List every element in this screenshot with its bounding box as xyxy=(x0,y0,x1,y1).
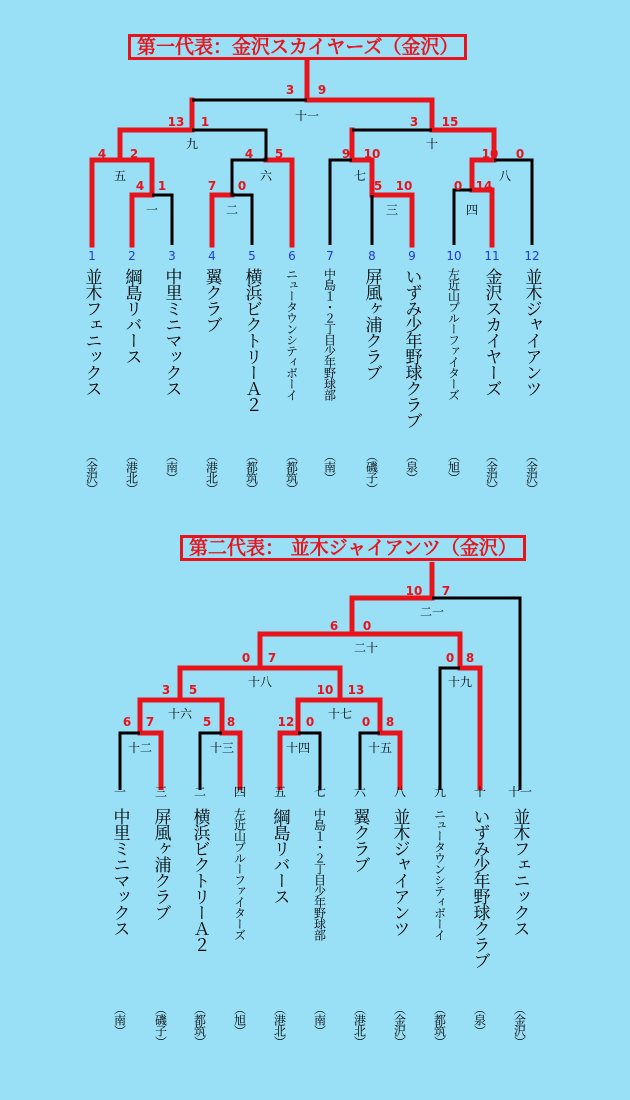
team-region: （南） xyxy=(312,1003,327,1036)
score-right: 5 xyxy=(188,683,198,697)
team-name: いずみ少年野球クラブ xyxy=(469,808,490,968)
match-number: 十 xyxy=(425,137,439,151)
score-right: 0 xyxy=(305,715,315,729)
team-region: （旭） xyxy=(446,450,461,483)
score-left: 3 xyxy=(409,115,419,129)
team-name: 屏風ヶ浦クラブ xyxy=(150,808,171,920)
seed-number: 5 xyxy=(248,249,256,263)
score-right: 1 xyxy=(157,179,167,193)
team-region: （金沢） xyxy=(484,450,499,494)
score-left: 10 xyxy=(481,147,499,161)
score-right: 7 xyxy=(441,584,451,598)
team-name: 中島１・２丁目少年野球部 xyxy=(312,808,327,940)
team-name: 綱島リバース xyxy=(269,808,290,904)
team-name: 中里ミニマックス xyxy=(161,268,182,396)
match-number: 八 xyxy=(498,169,512,183)
score-right: 5 xyxy=(274,147,284,161)
team-name: 並木ジャイアンツ xyxy=(521,268,542,396)
match-number: 十七 xyxy=(327,707,353,721)
team-name: 翼クラブ xyxy=(201,268,222,332)
score-right: 7 xyxy=(267,651,277,665)
score-left: 13 xyxy=(167,115,185,129)
seed-number: 3 xyxy=(168,249,176,263)
team-name: 横浜ビクトリーＡ２ xyxy=(189,808,210,952)
score-left: 5 xyxy=(373,179,383,193)
match-number: 六 xyxy=(259,169,273,183)
team-region: （金沢） xyxy=(84,450,99,494)
seed-number: 8 xyxy=(368,249,376,263)
slot-number: 四 xyxy=(233,785,247,799)
score-left: 6 xyxy=(329,619,339,633)
team-name: 並木ジャイアンツ xyxy=(389,808,410,936)
team-name: ニュータウンシティボーイ xyxy=(432,808,447,940)
score-right: 13 xyxy=(347,683,365,697)
team-region: （都筑） xyxy=(244,450,259,494)
match-number: 一 xyxy=(145,203,159,217)
seed-number: 11 xyxy=(484,249,500,263)
seed-number: 10 xyxy=(446,249,462,263)
b1-win-m4 xyxy=(472,190,492,245)
team-region: （旭） xyxy=(232,1003,247,1036)
team-name: 中里ミニマックス xyxy=(109,808,130,936)
team-name: 横浜ビクトリーＡ２ xyxy=(241,268,262,412)
team-name: いずみ少年野球クラブ xyxy=(401,268,422,428)
seed-number: 4 xyxy=(208,249,216,263)
slot-number: 十 xyxy=(473,785,487,799)
seed-number: 9 xyxy=(408,249,416,263)
score-right: 7 xyxy=(145,715,155,729)
slot-number: 八 xyxy=(393,785,407,799)
match-number: 十一 xyxy=(294,109,320,123)
bracket2-title: 第二代表： 並木ジャイアンツ（金沢） xyxy=(180,535,526,561)
match-number: 十八 xyxy=(247,675,273,689)
match-number: 九 xyxy=(185,137,199,151)
score-right: 15 xyxy=(441,115,459,129)
score-right: 10 xyxy=(363,147,381,161)
team-region: （泉） xyxy=(472,1003,487,1036)
team-region: （金沢） xyxy=(512,1003,527,1047)
seed-number: 12 xyxy=(524,249,540,263)
team-region: （南） xyxy=(322,450,337,483)
score-right: 0 xyxy=(237,179,247,193)
match-number: 十六 xyxy=(167,707,193,721)
seed-number: 7 xyxy=(326,249,334,263)
slot-number: 五 xyxy=(273,785,287,799)
score-left: 5 xyxy=(202,715,212,729)
match-number: 二 xyxy=(225,203,239,217)
score-left: 3 xyxy=(161,683,171,697)
match-number: 五 xyxy=(113,169,127,183)
score-right: 0 xyxy=(515,147,525,161)
match-number: 二一 xyxy=(419,605,445,619)
team-region: （金沢） xyxy=(524,450,539,494)
team-region: （磯子） xyxy=(364,450,379,494)
team-name: 並木フェニックス xyxy=(81,268,102,396)
score-left: 7 xyxy=(207,179,217,193)
team-name: 中島１・２丁目少年野球部 xyxy=(322,268,337,400)
team-name: 並木フェニックス xyxy=(509,808,530,936)
score-right: 9 xyxy=(317,83,327,97)
slot-number: 三 xyxy=(154,785,168,799)
b2-win-final xyxy=(140,562,432,790)
match-number: 十二 xyxy=(127,741,153,755)
team-name: 屏風ヶ浦クラブ xyxy=(361,268,382,380)
score-left: 10 xyxy=(316,683,334,697)
team-name: 綱島リバース xyxy=(121,268,142,364)
team-region: （泉） xyxy=(404,450,419,483)
score-left: 3 xyxy=(285,83,295,97)
team-region: （都筑） xyxy=(192,1003,207,1047)
score-left: 10 xyxy=(405,584,423,598)
match-number: 十三 xyxy=(209,741,235,755)
slot-number: 一 xyxy=(113,785,127,799)
team-region: （港北） xyxy=(204,450,219,494)
slot-number: 十一 xyxy=(507,785,533,799)
team-name: 翼クラブ xyxy=(349,808,370,872)
team-region: （港北） xyxy=(352,1003,367,1047)
bracket1-title: 第一代表：金沢スカイヤーズ（金沢） xyxy=(128,34,467,60)
team-region: （南） xyxy=(112,1003,127,1036)
score-left: 0 xyxy=(445,651,455,665)
score-right: 1 xyxy=(200,115,210,129)
score-left: 4 xyxy=(97,147,107,161)
match-number: 七 xyxy=(353,169,367,183)
slot-number: 七 xyxy=(313,785,327,799)
score-left: 4 xyxy=(135,179,145,193)
team-region: （港北） xyxy=(124,450,139,494)
match-number: 十九 xyxy=(447,675,473,689)
team-region: （南） xyxy=(164,450,179,483)
score-left: 0 xyxy=(241,651,251,665)
score-left: 4 xyxy=(244,147,254,161)
team-region: （港北） xyxy=(272,1003,287,1047)
score-right: 0 xyxy=(362,619,372,633)
team-name: 左近山ブルーファイターズ xyxy=(446,268,461,400)
score-right: 14 xyxy=(475,179,493,193)
team-name: 左近山ブルーファイターズ xyxy=(232,808,247,940)
score-right: 8 xyxy=(226,715,236,729)
team-name: 金沢スカイヤーズ xyxy=(481,268,502,396)
score-right: 8 xyxy=(465,651,475,665)
match-number: 十五 xyxy=(367,741,393,755)
team-region: （都筑） xyxy=(284,450,299,494)
score-left: 12 xyxy=(277,715,295,729)
slot-number: 二 xyxy=(193,785,207,799)
match-number: 四 xyxy=(465,203,479,217)
score-left: 0 xyxy=(453,179,463,193)
match-number: 三 xyxy=(385,203,399,217)
team-region: （磯子） xyxy=(153,1003,168,1047)
score-right: 10 xyxy=(395,179,413,193)
seed-number: 6 xyxy=(288,249,296,263)
score-left: 9 xyxy=(341,147,351,161)
match-number: 十四 xyxy=(285,741,311,755)
slot-number: 六 xyxy=(353,785,367,799)
b2-win-e xyxy=(352,634,480,790)
seed-number: 1 xyxy=(88,249,96,263)
score-right: 2 xyxy=(129,147,139,161)
team-region: （都筑） xyxy=(432,1003,447,1047)
score-left: 0 xyxy=(361,715,371,729)
slot-number: 九 xyxy=(433,785,447,799)
score-left: 6 xyxy=(122,715,132,729)
team-name: ニュータウンシティボーイ xyxy=(284,268,299,400)
seed-number: 2 xyxy=(128,249,136,263)
match-number: 二十 xyxy=(353,641,379,655)
team-region: （金沢） xyxy=(392,1003,407,1047)
score-right: 8 xyxy=(385,715,395,729)
